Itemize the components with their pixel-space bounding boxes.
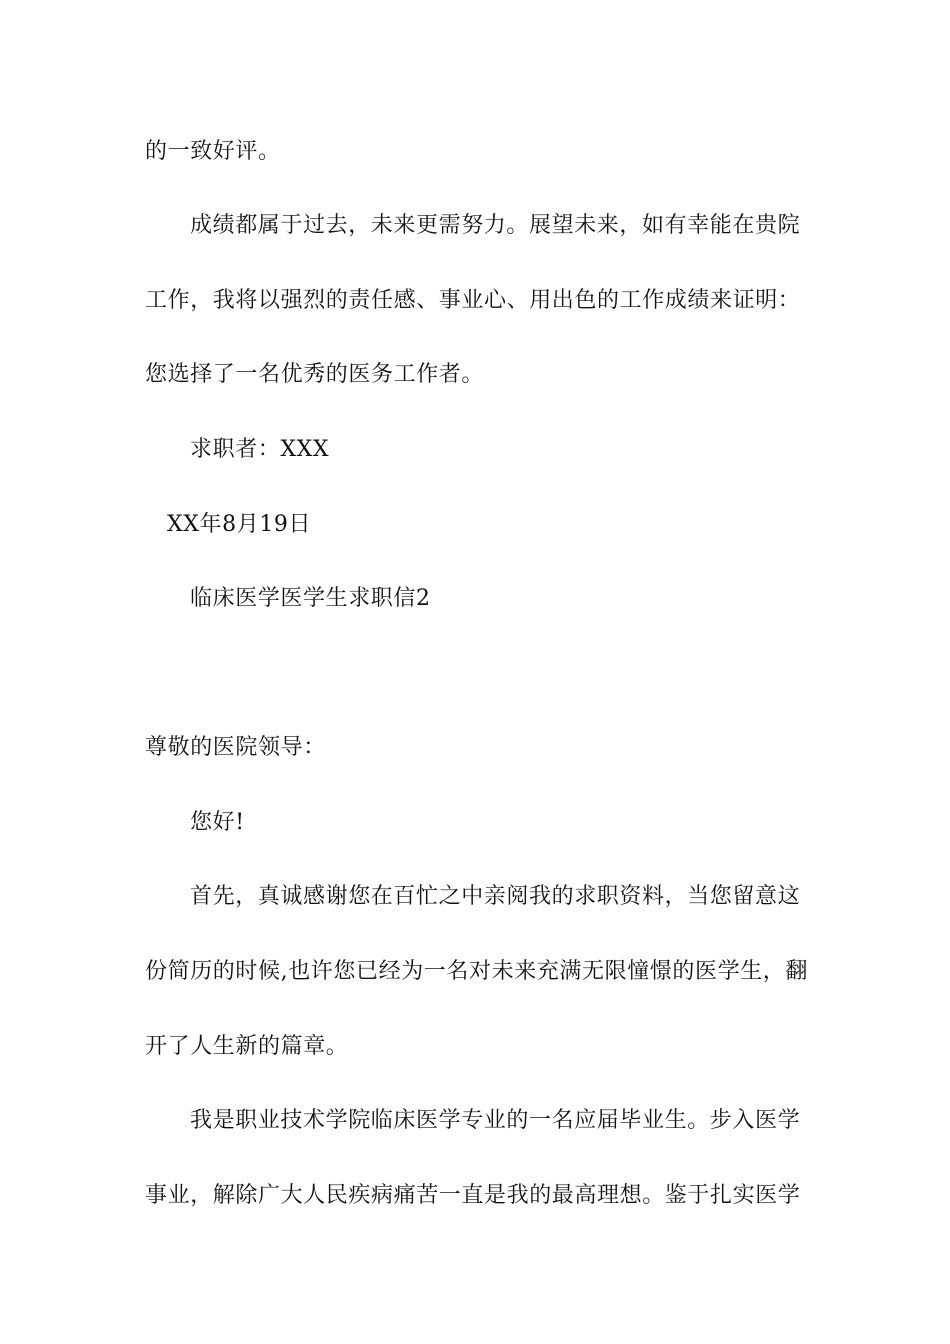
paragraph-line: 开了人生新的篇章。 <box>145 1034 349 1059</box>
paragraph-line: 工作，我将以强烈的责任感、事业心、用出色的工作成绩来证明： <box>145 288 801 313</box>
paragraph-line: 份简历的时候,也许您已经为一名对未来充满无限憧憬的医学生，翻 <box>145 959 808 984</box>
paragraph-line: 我是职业技术学院临床医学专业的一名应届毕业生。步入医学 <box>190 1108 801 1133</box>
paragraph-line: 首先，真诚感谢您在百忙之中亲阅我的求职资料，当您留意这 <box>190 884 801 909</box>
signature-line: 求职者：XXX <box>190 437 330 462</box>
section-title: 临床医学医学生求职信2 <box>190 586 431 611</box>
paragraph-line: 的一致好评。 <box>145 139 281 164</box>
date-line: XX年8月19日 <box>167 512 312 537</box>
paragraph-line: 您选择了一名优秀的医务工作者。 <box>145 362 485 387</box>
paragraph-line: 事业，解除广大人民疾病痛苦一直是我的最高理想。鉴于扎实医学 <box>145 1183 801 1208</box>
salutation: 尊敬的医院领导： <box>145 735 326 760</box>
greeting: 您好! <box>190 810 245 835</box>
paragraph-line: 成绩都属于过去，未来更需努力。展望未来，如有幸能在贵院 <box>190 213 801 238</box>
